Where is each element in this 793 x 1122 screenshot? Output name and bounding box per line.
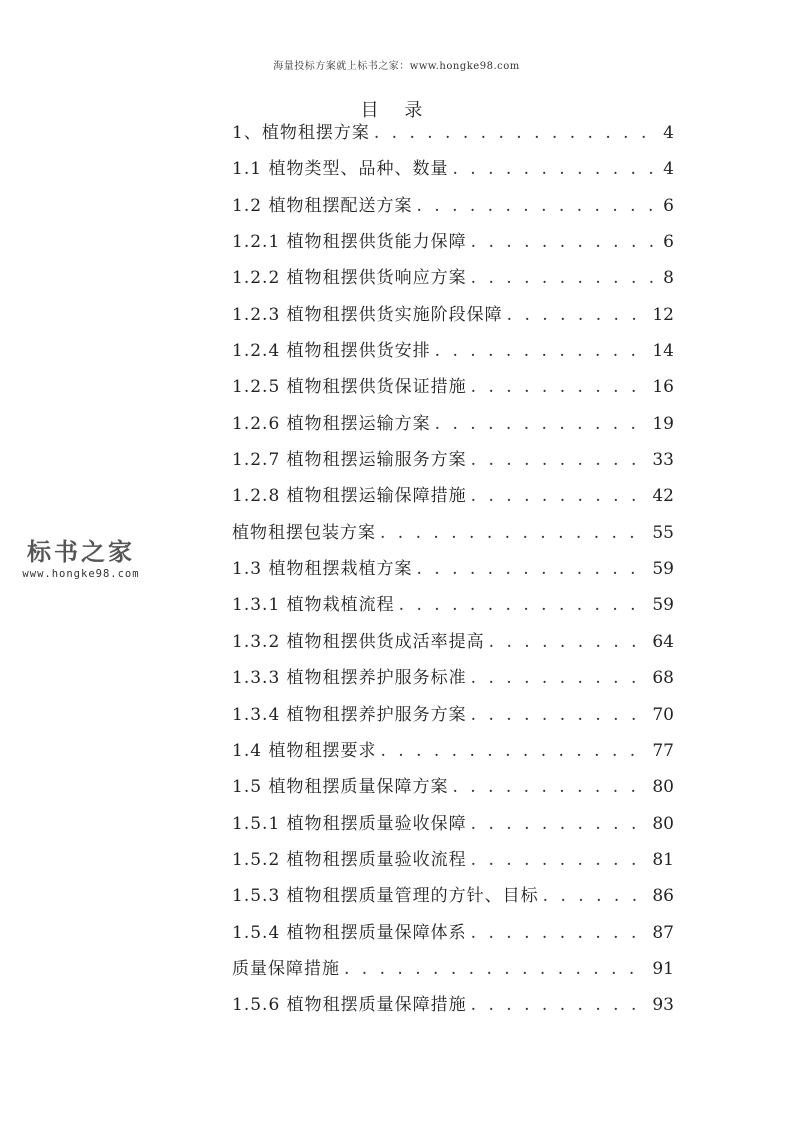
toc-entry[interactable]	[232, 733, 674, 769]
toc-entry-label: 1.5 植物租摆质量保障方案	[232, 777, 449, 798]
toc-leader-dots	[471, 697, 649, 733]
toc-entry-label: 1.4 植物租摆要求	[232, 740, 377, 761]
toc-entry[interactable]	[232, 697, 674, 733]
toc-entry-label: 1.2 植物租摆配送方案	[232, 195, 413, 216]
toc-entry[interactable]	[232, 806, 674, 842]
toc-entry-page-number: 59	[652, 559, 674, 580]
toc-entry-page-number: 14	[652, 341, 674, 362]
toc-entry[interactable]	[232, 478, 674, 514]
toc-entry-label: 1.2.4 植物租摆供货安排	[232, 341, 431, 362]
toc-entry[interactable]	[232, 987, 674, 1023]
toc-leader-dots	[471, 224, 656, 260]
toc-entry[interactable]	[232, 406, 674, 442]
toc-leader-dots	[471, 806, 649, 842]
toc-entry-page-number: 59	[652, 595, 674, 616]
toc-entry[interactable]	[232, 624, 674, 660]
toc-entry[interactable]	[232, 660, 674, 696]
toc-leader-dots	[471, 369, 649, 405]
toc-leader-dots	[471, 915, 649, 951]
toc-entry-page-number: 80	[652, 813, 674, 834]
toc-leader-dots	[507, 297, 649, 333]
toc-entry[interactable]	[232, 260, 674, 296]
toc-leader-dots	[471, 478, 649, 514]
toc-entry-page-number: 91	[652, 958, 674, 979]
toc-leader-dots	[374, 115, 656, 151]
toc-entry-label: 1.2.3 植物租摆供货实施阶段保障	[232, 304, 503, 325]
toc-leader-dots	[471, 842, 649, 878]
toc-entry[interactable]	[232, 297, 674, 333]
toc-entry-page-number: 6	[663, 232, 674, 253]
toc-leader-dots	[344, 951, 648, 987]
toc-entry-label: 1.2.2 植物租摆供货响应方案	[232, 268, 467, 289]
toc-entry-page-number: 81	[652, 849, 674, 870]
toc-entry-page-number: 4	[663, 159, 674, 180]
toc-leader-dots	[471, 442, 649, 478]
toc-entry[interactable]	[232, 369, 674, 405]
toc-leader-dots	[435, 406, 649, 442]
toc-entry[interactable]	[232, 551, 674, 587]
toc-leader-dots	[543, 878, 649, 914]
toc-entry-label: 1、植物租摆方案	[232, 123, 370, 143]
toc-entry-label: 1.1 植物类型、品种、数量	[232, 159, 449, 180]
toc-entry-page-number: 6	[663, 195, 674, 216]
toc-entry-page-number: 87	[652, 922, 674, 943]
toc-entry[interactable]	[232, 115, 674, 151]
toc-entry-label: 1.2.6 植物租摆运输方案	[232, 413, 431, 434]
page-header: 海量投标方案就上标书之家：www.hongke98.com	[273, 61, 520, 72]
toc-entry-label: 1.2.1 植物租摆供货能力保障	[232, 232, 467, 253]
toc-entry-page-number: 19	[652, 413, 674, 434]
toc-entry-label: 1.5.2 植物租摆质量验收流程	[232, 849, 467, 870]
toc-entry-label: 1.5.3 植物租摆质量管理的方针、目标	[232, 886, 539, 907]
toc-leader-dots	[489, 624, 649, 660]
toc-entry-label: 1.3.3 植物租摆养护服务标准	[232, 668, 467, 689]
toc-entry-page-number: 86	[652, 886, 674, 907]
toc-entry-label: 1.3 植物租摆栽植方案	[232, 559, 413, 580]
toc-leader-dots	[435, 333, 649, 369]
toc-leader-dots	[416, 188, 656, 224]
toc-leader-dots	[452, 151, 656, 187]
toc-entry[interactable]	[232, 188, 674, 224]
watermark-logo-text: 标书之家	[27, 538, 135, 566]
toc-leader-dots	[380, 515, 648, 551]
toc-entry[interactable]	[232, 915, 674, 951]
toc-entry[interactable]	[232, 842, 674, 878]
toc-entry[interactable]	[232, 333, 674, 369]
toc-leader-dots	[399, 587, 649, 623]
toc-entry-label: 1.3.1 植物栽植流程	[232, 595, 395, 616]
toc-entry-page-number: 55	[652, 522, 674, 543]
toc-entry-label: 1.2.7 植物租摆运输服务方案	[232, 450, 467, 471]
toc-leader-dots	[380, 733, 648, 769]
toc-entry-label: 1.5.6 植物租摆质量保障措施	[232, 995, 467, 1016]
toc-leader-dots	[452, 769, 648, 805]
toc-entry[interactable]	[232, 442, 674, 478]
toc-entry-page-number: 42	[652, 486, 674, 507]
toc-entry[interactable]	[232, 769, 674, 805]
toc-entry-label: 1.5.4 植物租摆质量保障体系	[232, 922, 467, 943]
toc-entry-label: 1.5.1 植物租摆质量验收保障	[232, 813, 467, 834]
toc-entry[interactable]	[232, 515, 674, 551]
toc-leader-dots	[471, 260, 656, 296]
toc-entry[interactable]	[232, 951, 674, 987]
toc-entry-label: 质量保障措施	[232, 958, 340, 979]
toc-entry-page-number: 8	[663, 268, 674, 289]
toc-entry[interactable]	[232, 587, 674, 623]
toc-entry-page-number: 16	[652, 377, 674, 398]
toc-entry-label: 1.3.2 植物租摆供货成活率提高	[232, 631, 485, 652]
toc-entry-page-number: 68	[652, 668, 674, 689]
toc-leader-dots	[471, 660, 649, 696]
toc-entry-label: 植物租摆包装方案	[232, 522, 376, 543]
toc-entry[interactable]	[232, 151, 674, 187]
watermark-url: www.hongke98.com	[22, 568, 140, 580]
toc-entry-page-number: 93	[652, 995, 674, 1016]
toc-entry-label: 1.2.8 植物租摆运输保障措施	[232, 486, 467, 507]
toc-entry-page-number: 12	[652, 304, 674, 325]
toc-entry-label: 1.3.4 植物租摆养护服务方案	[232, 704, 467, 725]
toc-entry[interactable]	[232, 224, 674, 260]
toc-entry-page-number: 64	[652, 631, 674, 652]
toc-entry[interactable]	[232, 878, 674, 914]
toc-entry-page-number: 77	[652, 740, 674, 761]
toc-leader-dots	[471, 987, 649, 1023]
toc-title: 目 录	[360, 100, 433, 121]
toc-entry-page-number: 80	[652, 777, 674, 798]
toc-entry-page-number: 4	[663, 123, 674, 143]
table-of-contents	[232, 115, 674, 1024]
watermark-logo	[6, 538, 156, 580]
toc-entry-page-number: 70	[652, 704, 674, 725]
toc-entry-page-number: 33	[652, 450, 674, 471]
toc-leader-dots	[416, 551, 648, 587]
toc-entry-label: 1.2.5 植物租摆供货保证措施	[232, 377, 467, 398]
